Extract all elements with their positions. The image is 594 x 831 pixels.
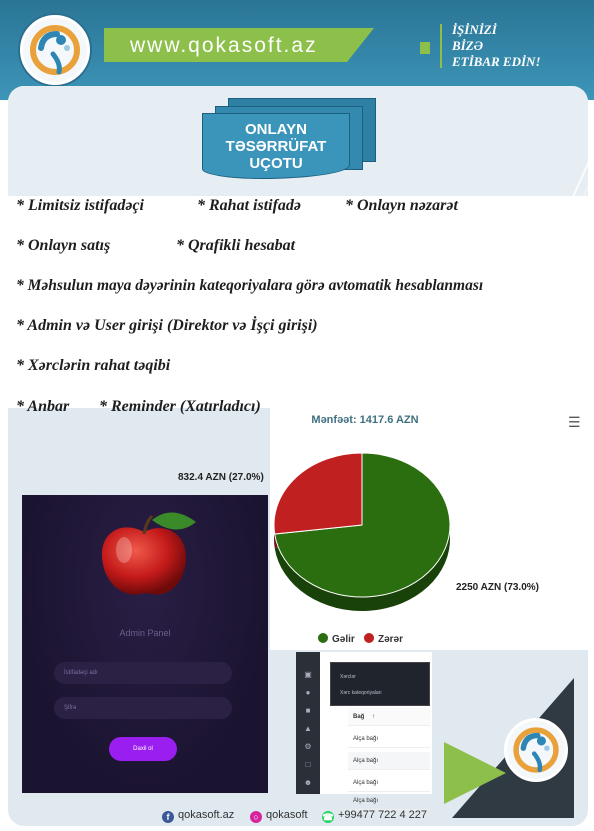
feature-item: * Məhsulun maya dəyərinin kateqoriyalara görə avtomatik hesablanması <box>16 277 484 294</box>
footer-facebook[interactable] <box>162 809 234 823</box>
apple-icon <box>92 506 202 602</box>
features-section <box>8 196 588 408</box>
feature-item: * Rahat istifadə <box>197 197 302 214</box>
legend-label: Gəlir <box>332 634 355 645</box>
slogan-line: İŞİNİZİ <box>452 22 497 37</box>
password-input[interactable]: Şifrə <box>54 697 232 719</box>
login-button[interactable]: Daxil ol <box>109 737 177 761</box>
legend-item-zerer[interactable] <box>364 633 403 645</box>
whatsapp-icon: ☎ <box>322 812 334 822</box>
slogan <box>452 22 582 70</box>
feature-item: * Anbar <box>16 398 70 415</box>
feature-item: * Onlayn nəzarət <box>345 197 458 214</box>
app-dropdown-menu <box>330 662 430 706</box>
legend-dot <box>318 633 328 643</box>
feature-item: * Onlayn satış <box>16 237 111 254</box>
admin-panel-title: Admin Panel <box>119 628 171 638</box>
brand-logo-icon <box>23 18 87 82</box>
cart-icon[interactable]: ▲ <box>304 724 312 733</box>
column-header[interactable] <box>348 708 430 726</box>
phone-number: +99477 722 4 227 <box>338 809 428 821</box>
website-url[interactable]: www.qokasoft.az <box>130 34 318 57</box>
chart-title: Mənfəət: 1417.6 AZN <box>311 414 419 426</box>
slogan-accent <box>420 42 430 54</box>
slogan-divider <box>440 24 442 68</box>
money-icon[interactable]: ▣ <box>304 670 312 679</box>
feature-item: * Xərclərin rahat təqibi <box>16 357 171 374</box>
slogan-line: ETİBAR EDİN! <box>452 54 541 69</box>
instagram-handle: qokasoft <box>266 809 308 821</box>
pie-slice-zərər[interactable] <box>274 453 362 534</box>
user-icon[interactable]: ☻ <box>303 778 313 787</box>
menu-item-xerc-kateqoriyalari[interactable]: Xərc kateqoriyaları <box>340 690 382 696</box>
feature-item: * Reminder (Xatırladıcı) <box>99 398 261 415</box>
page-title <box>202 113 350 179</box>
feature-item: * Limitsiz istifadəçi <box>16 197 144 214</box>
title-line: UÇOTU <box>249 154 303 172</box>
sort-icon: ↑ <box>372 714 376 720</box>
legend-item-gelir[interactable] <box>318 633 355 645</box>
column-header-label: Bağ <box>353 714 365 720</box>
footer-phone[interactable] <box>322 809 427 823</box>
slogan-line: BİZƏ <box>452 38 484 53</box>
facebook-icon: f <box>162 811 174 823</box>
slice-label-gelir: 2250 AZN (73.0%) <box>456 582 539 593</box>
menu-item-xercler[interactable]: Xərclər <box>340 674 356 680</box>
brand-logo-icon <box>507 721 565 779</box>
footer-instagram[interactable] <box>250 809 308 823</box>
legend-dot <box>364 633 374 643</box>
username-input[interactable]: İstifadəçi adı <box>54 662 232 684</box>
feature-item: * Qrafikli hesabat <box>176 237 296 254</box>
table-row[interactable]: Alça bağı <box>348 792 430 810</box>
facebook-handle: qokasoft.az <box>178 809 235 821</box>
gear-icon[interactable]: ⚙ <box>304 742 312 751</box>
slice-label-zerer: 832.4 AZN (27.0%) <box>178 472 264 483</box>
feature-item: * Admin və User girişi (Direktor və İşçi girişi) <box>16 317 318 334</box>
brand-logo-secondary <box>504 718 568 782</box>
title-line: ONLAYN <box>245 120 307 138</box>
legend-label: Zərər <box>378 634 404 645</box>
table-row[interactable]: Alça bağı <box>348 774 430 792</box>
table-row[interactable]: Alça bağı <box>348 752 430 770</box>
pie-chart <box>262 450 462 625</box>
chart-menu-icon[interactable]: ☰ <box>568 414 581 430</box>
instagram-icon: ○ <box>250 811 262 823</box>
table-row[interactable]: Alça bağı <box>348 730 430 748</box>
document-icon[interactable]: □ <box>305 760 311 769</box>
apple-small-icon[interactable]: ● <box>305 688 311 697</box>
box-icon[interactable]: ■ <box>305 706 311 715</box>
brand-logo <box>20 15 90 85</box>
title-line: TƏSƏRRÜFAT <box>225 137 327 155</box>
